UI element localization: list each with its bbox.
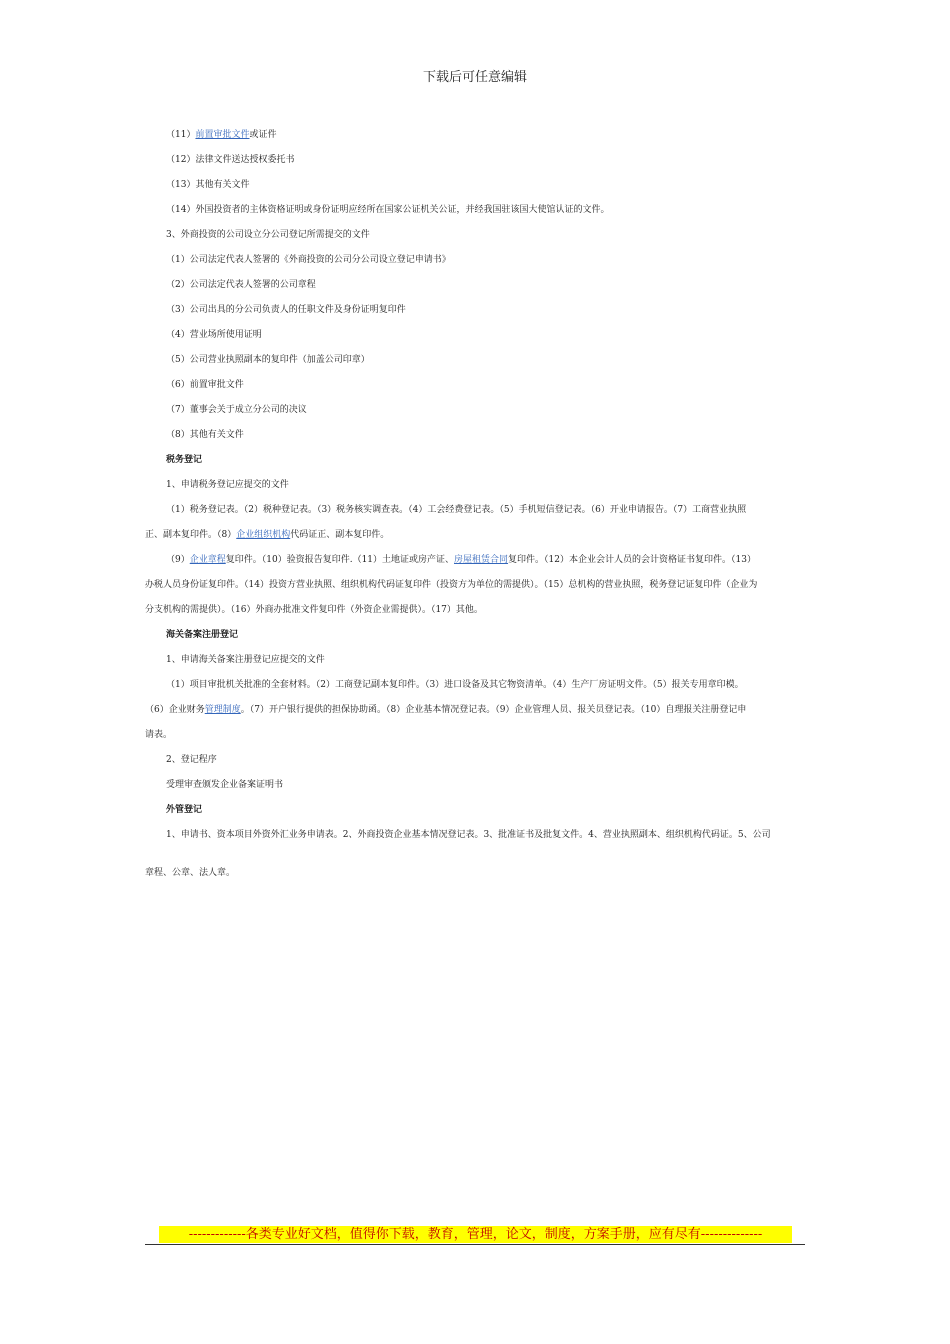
page-header: 下载后可任意编辑 [422,70,527,85]
paragraph-line: 章程、公章、法人章。 [145,868,236,878]
link-pre-approval-docs[interactable]: 前置审批文件 [195,130,250,140]
list-item: （13）其他有关文件 [166,180,250,190]
link-org-code[interactable]: 企业组织机构 [236,530,291,540]
list-item: （2）公司法定代表人签署的公司章程 [166,280,316,290]
page-footer [145,1226,805,1245]
paragraph-line: 1、申请书、资本项目外资外汇业务申请表。2、外商投资企业基本情况登记表。3、批准证书及批复文件。4、营业执照副本、组织机构代码证。5、公司 [166,830,771,840]
section-subtitle: 1、申请税务登记应提交的文件 [166,480,289,490]
list-item: （6）前置审批文件 [166,380,244,390]
paragraph-line: （9）企业章程复印件。（10）验资报告复印件.（11）土地证或房产证、房屋租赁合同复印件。（12）本企业会计人员的会计资格证书复印件。（13） [166,555,756,565]
section-heading-tax: 税务登记 [166,455,203,465]
paragraph-line: 受理审查颁发企业备案证明书 [166,780,284,790]
document-body [145,127,810,890]
list-item: （5）公司营业执照副本的复印件（加盖公司印章） [166,355,370,365]
paragraph-line: （1）税务登记表。（2）税种登记表。（3）税务核实调查表。（4）工会经费登记表。（5）手机短信登记表。（6）开业申请报告。（7）工商营业执照 [166,505,747,515]
section-heading-customs: 海关备案注册登记 [166,630,239,640]
section-subtitle: 1、申请海关备案注册登记应提交的文件 [166,655,325,665]
list-item: （14）外国投资者的主体资格证明或身份证明应经所在国家公证机关公证，并经我国驻该国大使馆认证的文件。 [166,205,610,215]
list-item: （7）董事会关于成立分公司的决议 [166,405,307,415]
list-item: （1）公司法定代表人签署的《外商投资的公司分公司设立登记申请书》 [166,255,451,265]
paragraph-line: 请表。 [145,730,173,740]
section-heading-forex: 外管登记 [166,805,203,815]
link-mgmt-system[interactable]: 管理制度 [204,705,241,715]
link-lease-contract[interactable]: 房屋租赁合同 [454,555,509,565]
section-subtitle: 2、登记程序 [166,755,217,765]
paragraph-line: 正、副本复印件。（8）企业组织机构代码证正、副本复印件。 [145,530,390,540]
footer-banner: -------------各类专业好文档，值得你下载，教育，管理，论文，制度，方案手册，应有尽有-------------- [159,1226,792,1243]
list-item: （4）营业场所使用证明 [166,330,262,340]
paragraph-line: 分支机构的需提供）。（16）外商办批准文件复印件（外资企业需提供）。（17）其他。 [145,605,483,615]
footer-divider [145,1244,805,1245]
list-item: （8）其他有关文件 [166,430,244,440]
paragraph-line: 办税人员身份证复印件。（14）投资方营业执照、组织机构代码证复印件（投资方为单位的需提供）。（15）总机构的营业执照，税务登记证复印件（企业为 [145,580,758,590]
section-subtitle: 3、外商投资的公司设立分公司登记所需提交的文件 [166,230,370,240]
list-item: （3）公司出具的分公司负责人的任职文件及身份证明复印件 [166,305,406,315]
list-item: （12）法律文件送达授权委托书 [166,155,295,165]
paragraph-line: （6）企业财务管理制度。（7）开户银行提供的担保协助函。（8）企业基本情况登记表。（9）企业管理人员、报关员登记表。（10）自理报关注册登记申 [145,705,747,715]
list-item: （11）前置审批文件或证件 [166,130,277,140]
link-articles[interactable]: 企业章程 [189,555,226,565]
paragraph-line: （1）项目审批机关批准的全套材料。（2）工商登记副本复印件。（3）进口设备及其它物资清单。（4）生产厂房证明文件。（5）报关专用章印模。 [166,680,744,690]
